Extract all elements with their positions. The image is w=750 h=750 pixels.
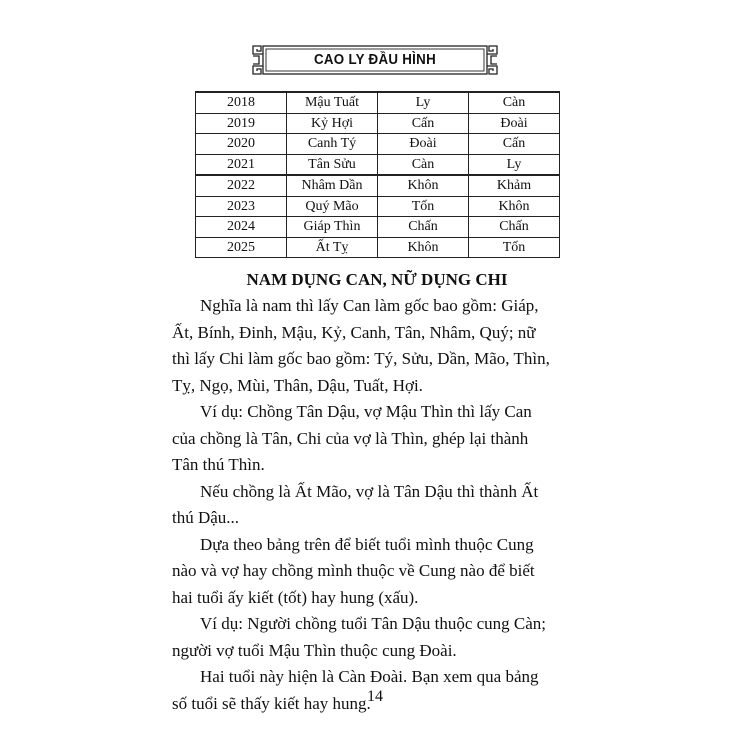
section-title: NAM DỤNG CAN, NỮ DỤNG CHI (246, 270, 508, 289)
table-row (196, 92, 560, 113)
table-cell-female-palace: Khảm (469, 175, 560, 196)
table-cell-female-palace: Tốn (469, 237, 560, 258)
table-row (196, 237, 560, 258)
table-cell-year: 2021 (196, 154, 287, 175)
table-cell-male-palace: Đoài (378, 134, 469, 155)
table-cell-year: 2020 (196, 134, 287, 155)
table-row (196, 196, 560, 217)
table-cell-name: Mậu Tuất (287, 92, 378, 113)
table-cell-name: Nhâm Dần (287, 175, 378, 196)
table-cell-year: 2023 (196, 196, 287, 217)
table-cell-male-palace: Chấn (378, 217, 469, 238)
table-row (196, 217, 560, 238)
body-text (172, 293, 572, 717)
table-cell-female-palace: Cấn (469, 134, 560, 155)
paragraph: Nếu chồng là Ất Mão, vợ là Tân Dậu thì thành Ất thú Dậu... (172, 481, 539, 527)
header-title: CAO LY ĐẦU HÌNH (313, 52, 436, 68)
table-cell-name: Giáp Thìn (287, 217, 378, 238)
page-number: 14 (367, 688, 383, 705)
table-cell-female-palace: Khôn (469, 196, 560, 217)
table-cell-year: 2022 (196, 175, 287, 196)
table-cell-female-palace: Càn (469, 92, 560, 113)
table-cell-year: 2019 (196, 113, 287, 134)
table-cell-name: Ất Tỵ (287, 237, 378, 258)
table-cell-name: Quý Mão (287, 196, 378, 217)
paragraph: Dựa theo bảng trên để biết tuổi mình thuộc Cung nào và vợ hay chồng mình thuộc về Cung nào để biết hai tuổi ấy kiết (tốt) hay hung (xấu). (172, 534, 535, 607)
table-cell-male-palace: Càn (378, 154, 469, 175)
table-cell-female-palace: Ly (469, 154, 560, 175)
table-cell-year: 2025 (196, 237, 287, 258)
table-cell-male-palace: Cấn (378, 113, 469, 134)
age-palace-table (195, 91, 560, 258)
table-cell-name: Tân Sửu (287, 154, 378, 175)
paragraph: Ví dụ: Chồng Tân Dậu, vợ Mậu Thìn thì lấy Can của chồng là Tân, Chi của vợ là Thìn, ghép lại thành Tân thú Thìn. (172, 402, 532, 474)
table-cell-name: Kỷ Hợi (287, 113, 378, 134)
table-cell-male-palace: Tốn (378, 196, 469, 217)
table-cell-year: 2018 (196, 92, 287, 113)
table-cell-male-palace: Ly (378, 92, 469, 113)
table-row (196, 113, 560, 134)
paragraph: Ví dụ: Người chồng tuổi Tân Dậu thuộc cung Càn; người vợ tuổi Mậu Thìn thuộc cung Đoài. (172, 614, 547, 660)
table-cell-male-palace: Khôn (378, 237, 469, 258)
running-header (249, 42, 501, 78)
paragraph: Hai tuổi này hiện là Càn Đoài. Bạn xem qua bảng số tuổi sẽ thấy kiết hay hung. (172, 667, 539, 713)
table-cell-female-palace: Chấn (469, 217, 560, 238)
table-cell-female-palace: Đoài (469, 113, 560, 134)
table-cell-year: 2024 (196, 217, 287, 238)
table-cell-name: Canh Tý (287, 134, 378, 155)
table-row (196, 175, 560, 196)
paragraph: Nghĩa là nam thì lấy Can làm gốc bao gồm: Giáp, Ất, Bính, Đinh, Mậu, Kỷ, Canh, Tân, Nhâm, Quý; nữ thì lấy Chi làm gốc bao gồm: Tý, Sửu, Dần, Mão, Thìn, Tỵ, Ngọ, Mùi, Thân, Dậu, Tuất, Hợi. (172, 296, 550, 395)
table-row (196, 134, 560, 155)
table-row (196, 154, 560, 175)
table-cell-male-palace: Khôn (378, 175, 469, 196)
